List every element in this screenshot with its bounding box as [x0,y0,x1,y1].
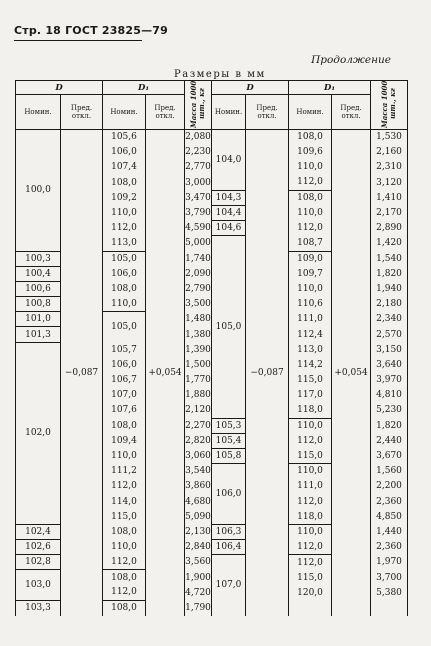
mass-left: 1,480 [185,312,212,327]
d1-nominal-left: 105,0 [103,251,146,266]
mass-right: 1,410 [371,190,408,205]
mass-right: 4,810 [371,388,408,403]
mass-left: 5,000 [185,236,212,251]
mass-left: 4,680 [185,494,212,509]
d1-nominal-right: 115,0 [289,448,332,463]
d-nominal-left: 100,8 [16,297,61,312]
d1-nominal-right: 112,0 [289,175,332,190]
d1-nominal-left: 108,0 [103,175,146,190]
d1-nominal-left: 106,0 [103,357,146,372]
d-nominal-right: 105,3 [212,418,246,433]
mass-left: 2,770 [185,160,212,175]
mass-right: 3,670 [371,448,408,463]
d1-nominal-right: 112,0 [289,494,332,509]
d1-nominal-right: 109,7 [289,266,332,281]
mass-left: 3,470 [185,190,212,205]
d1-nominal-right: 110,6 [289,297,332,312]
d1-nominal-right: 112,4 [289,327,332,342]
d1-nominal-left: 107,6 [103,403,146,418]
d1-nominal-left: 105,0 [103,312,146,342]
mass-right: 2,310 [371,160,408,175]
d-tolerance-left: −0,087 [61,130,103,616]
mass-left: 2,130 [185,524,212,539]
d1-nominal-left: 107,0 [103,388,146,403]
mass-right: 1,940 [371,281,408,296]
mass-right: 1,560 [371,464,408,479]
d-nominal-right: 105,8 [212,448,246,463]
d1-nominal-right: 112,0 [289,540,332,555]
d1-nominal-right: 110,0 [289,281,332,296]
d1-nominal-left: 105,7 [103,342,146,357]
mass-left: 2,230 [185,145,212,160]
mass-right: 5,230 [371,403,408,418]
d1-nominal-left: 108,0 [103,418,146,433]
d-nominal-left: 103,0 [16,570,61,600]
d-nominal-right: 105,4 [212,433,246,448]
mass-right: 1,420 [371,236,408,251]
col-d-left: D [16,81,103,95]
d1-nominal-left: 109,4 [103,433,146,448]
d1-tolerance-left: +0,054 [146,130,185,616]
d1-tolerance-right: +0,054 [332,130,371,616]
col-mass-right: Масса 1000 шт., кг [371,81,408,130]
col-tol: Пред. откл. [146,95,185,130]
d1-nominal-right: 118,0 [289,403,332,418]
d1-nominal-right: 110,0 [289,160,332,175]
d1-nominal-left: 108,0 [103,281,146,296]
d1-nominal-left: 110,0 [103,448,146,463]
d1-nominal-left: 112,0 [103,585,146,600]
mass-left: 3,560 [185,555,212,570]
header-rule [14,40,142,41]
d-nominal-left: 102,6 [16,540,61,555]
d1-nominal-right: 118,0 [289,509,332,524]
mass-left: 1,740 [185,251,212,266]
d1-nominal-right: 112,0 [289,221,332,236]
mass-left: 3,000 [185,175,212,190]
d1-nominal-right: 111,0 [289,312,332,327]
mass-right: 3,120 [371,175,408,190]
mass-right: 3,640 [371,357,408,372]
mass-left: 2,120 [185,403,212,418]
mass-left: 2,820 [185,433,212,448]
mass-left: 1,380 [185,327,212,342]
mass-right: 2,440 [371,433,408,448]
d1-nominal-left: 113,0 [103,236,146,251]
col-d1-right: D₁ [289,81,371,95]
d-nominal-left: 100,6 [16,281,61,296]
mass-right: 3,970 [371,373,408,388]
table-row [16,130,408,145]
d1-nominal-left: 111,2 [103,464,146,479]
d1-nominal-right [289,600,332,615]
d1-nominal-left: 108,0 [103,570,146,585]
d-nominal-left: 102,8 [16,555,61,570]
page-header: Стр. 18 ГОСТ 23825—79 [14,24,169,37]
mass-right: 1,970 [371,555,408,570]
col-nom: Номин. [289,95,332,130]
sizes-caption: Размеры в мм [174,69,266,80]
d1-nominal-left: 110,0 [103,540,146,555]
d1-nominal-right: 115,0 [289,570,332,585]
d1-nominal-right: 113,0 [289,342,332,357]
mass-right: 1,540 [371,251,408,266]
mass-right: 2,360 [371,540,408,555]
d-nominal-right: 106,0 [212,464,246,525]
d1-nominal-left: 114,0 [103,494,146,509]
d-nominal-right: 104,6 [212,221,246,236]
mass-left: 3,860 [185,479,212,494]
d-tolerance-right: −0,087 [246,130,289,616]
mass-left: 5,090 [185,509,212,524]
mass-right: 1,440 [371,524,408,539]
col-nom: Номин. [16,95,61,130]
d1-nominal-left: 106,0 [103,266,146,281]
d1-nominal-left: 110,0 [103,297,146,312]
mass-right: 3,700 [371,570,408,585]
mass-right: 2,340 [371,312,408,327]
d-nominal-right: 106,3 [212,524,246,539]
mass-right: 4,850 [371,509,408,524]
col-mass-left: Масса 1000 шт., кг [185,81,212,130]
d-nominal-right: 106,4 [212,540,246,555]
d1-nominal-right: 112,0 [289,433,332,448]
mass-right: 3,150 [371,342,408,357]
mass-right: 2,160 [371,145,408,160]
d1-nominal-left: 112,0 [103,479,146,494]
mass-right: 2,170 [371,205,408,220]
mass-left: 2,270 [185,418,212,433]
d-nominal-right: 107,0 [212,555,246,616]
d1-nominal-right: 110,0 [289,205,332,220]
mass-left: 2,790 [185,281,212,296]
d1-nominal-right: 110,0 [289,524,332,539]
d-nominal-left: 103,3 [16,600,61,615]
mass-left: 2,080 [185,130,212,145]
mass-right: 1,820 [371,418,408,433]
d1-nominal-left: 115,0 [103,509,146,524]
d-nominal-left: 102,4 [16,524,61,539]
d1-nominal-right: 120,0 [289,585,332,600]
d-nominal-right: 104,3 [212,190,246,205]
d1-nominal-left: 112,0 [103,221,146,236]
d1-nominal-left: 106,7 [103,373,146,388]
d-nominal-right: 105,0 [212,236,246,418]
col-nom: Номин. [103,95,146,130]
d-nominal-left: 100,0 [16,130,61,252]
mass-left: 3,540 [185,464,212,479]
d1-nominal-right: 110,0 [289,464,332,479]
mass-right: 1,820 [371,266,408,281]
col-d-right: D [212,81,289,95]
d1-nominal-right: 109,0 [289,251,332,266]
d1-nominal-left: 108,0 [103,524,146,539]
mass-left: 3,060 [185,448,212,463]
mass-right: 2,200 [371,479,408,494]
mass-left: 1,500 [185,357,212,372]
d1-nominal-right: 115,0 [289,373,332,388]
d1-nominal-right: 110,0 [289,418,332,433]
d1-nominal-right: 108,0 [289,130,332,145]
mass-right: 1,530 [371,130,408,145]
d1-nominal-right: 112,0 [289,555,332,570]
mass-left: 4,720 [185,585,212,600]
d1-nominal-left: 105,6 [103,130,146,145]
d-nominal-left: 101,0 [16,312,61,327]
mass-left: 3,500 [185,297,212,312]
d-nominal-left: 102,0 [16,342,61,524]
col-nom: Номин. [212,95,246,130]
d-nominal-right: 104,4 [212,205,246,220]
col-d1-left: D₁ [103,81,185,95]
mass-left: 1,770 [185,373,212,388]
d1-nominal-right: 111,0 [289,479,332,494]
d-nominal-left: 100,4 [16,266,61,281]
d1-nominal-left: 106,0 [103,145,146,160]
mass-left: 2,840 [185,540,212,555]
col-tol: Пред. откл. [61,95,103,130]
col-tol: Пред. откл. [332,95,371,130]
d1-nominal-right: 108,0 [289,190,332,205]
mass-right: 5,380 [371,585,408,600]
mass-left: 1,390 [185,342,212,357]
mass-left: 2,090 [185,266,212,281]
mass-left: 1,880 [185,388,212,403]
mass-right: 2,570 [371,327,408,342]
d-nominal-right: 104,0 [212,130,246,191]
mass-right: 2,360 [371,494,408,509]
mass-left: 1,790 [185,600,212,615]
d1-nominal-left: 109,2 [103,190,146,205]
mass-right: 2,890 [371,221,408,236]
d1-nominal-left: 108,0 [103,600,146,615]
mass-left: 3,790 [185,205,212,220]
d1-nominal-right: 108,7 [289,236,332,251]
d1-nominal-right: 117,0 [289,388,332,403]
mass-right: 2,180 [371,297,408,312]
continuation-label: Продолжение [311,54,391,66]
mass-left: 1,900 [185,570,212,585]
mass-left: 4,590 [185,221,212,236]
d1-nominal-left: 107,4 [103,160,146,175]
col-tol: Пред. откл. [246,95,289,130]
dimensions-table [15,80,408,616]
d-nominal-left: 100,3 [16,251,61,266]
d1-nominal-left: 110,0 [103,205,146,220]
d-nominal-left: 101,3 [16,327,61,342]
mass-right [371,600,408,615]
d1-nominal-right: 114,2 [289,357,332,372]
d1-nominal-right: 109,6 [289,145,332,160]
d1-nominal-left: 112,0 [103,555,146,570]
